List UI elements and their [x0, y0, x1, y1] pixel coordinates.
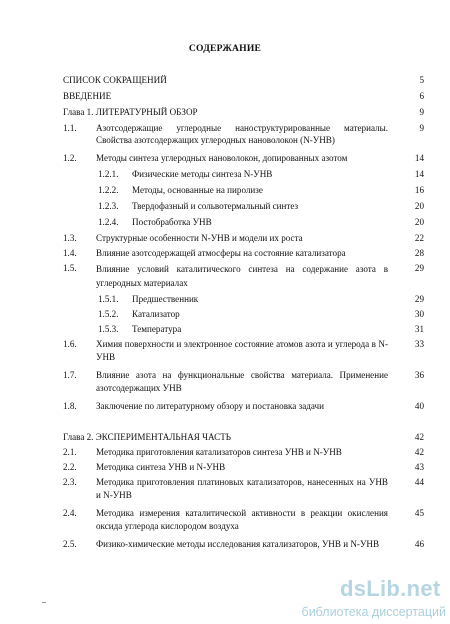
toc-entry-number: 1.7.: [63, 370, 77, 380]
toc-entry-number: 1.3.: [63, 233, 77, 243]
toc-entry-number: 1.5.2.: [98, 309, 119, 319]
toc-entry-page: 20: [414, 217, 424, 227]
toc-entry-number: 1.2.1.: [98, 169, 119, 179]
toc-entry-text: Методика приготовления платиновых катализаторов, нанесенных на УНВ и N-УНВ: [96, 477, 388, 500]
toc-entry-page: 14: [414, 169, 424, 179]
toc-entry-text: Физико-химические методы исследования катализаторов, УНВ и N-УНВ: [96, 539, 380, 549]
toc-title: СОДЕРЖАНИЕ: [188, 43, 262, 54]
toc-entry-page: 9: [419, 107, 424, 117]
toc-entry-page: 43: [414, 462, 424, 472]
toc-entry-text: Постобработка УНВ: [132, 217, 212, 227]
toc-entry-text: Температура: [132, 324, 182, 334]
watermark-logo: dsLib.net: [340, 576, 441, 601]
toc-entry-number: 1.2.3.: [98, 201, 119, 211]
watermark: [300, 574, 450, 624]
toc-entry-text: Азотсодержащие углеродные наноструктурированные материалы. Свойства азотсодержащих углеродных нановолокон (N-УНВ): [96, 123, 388, 145]
toc-entry-text: Глава 1. ЛИТЕРАТУРНЫЙ ОБЗОР: [63, 107, 198, 117]
toc-entry-number: 2.3.: [63, 477, 77, 487]
toc-entry-text: Предшественник: [132, 294, 199, 304]
toc-entry-text: Влияние азота на функциональные свойства материала. Применение азотсодержащих УНВ: [96, 370, 388, 393]
toc-entry-number: 1.8.: [63, 401, 77, 411]
scan-mark: [42, 602, 46, 603]
toc-entry-text: Влияние азотсодержащей атмосферы на состояние катализатора: [96, 248, 346, 258]
toc-entry-page: 30: [414, 309, 424, 319]
toc-entry-page: 22: [414, 233, 424, 243]
toc-entry-page: 46: [414, 539, 424, 549]
toc-entry-text: Методика синтеза УНВ и N-УНВ: [96, 462, 226, 472]
toc-entry-text: Методика измерения каталитической активности в реакции окисления оксида углерода кислородом воздуха: [96, 508, 388, 531]
toc-entry-number: 1.5.1.: [98, 294, 119, 304]
toc-entry-page: 29: [414, 263, 424, 273]
toc-entry-page: 40: [414, 401, 424, 411]
toc-entry-page: 44: [414, 477, 424, 487]
toc-entry-page: 42: [414, 447, 424, 457]
toc-entry-text: Катализатор: [132, 309, 180, 319]
toc-entry-text: ВВЕДЕНИЕ: [63, 91, 112, 101]
toc-entry-page: 28: [414, 248, 424, 258]
watermark-subtitle: библиотека диссертаций: [301, 605, 446, 619]
toc-entry-page: 29: [414, 294, 424, 304]
toc-entry-number: 2.5.: [63, 539, 77, 549]
toc-entry-number: 1.4.: [63, 248, 77, 258]
toc-entry-page: 14: [414, 153, 424, 163]
toc-entry-number: 1.2.2.: [98, 185, 119, 195]
toc-entry-page: 5: [419, 75, 424, 85]
toc-entry-number: 2.1.: [63, 447, 77, 457]
toc-entry-number: 1.2.: [63, 153, 77, 163]
toc-entry-page: 6: [419, 91, 424, 101]
toc-entry-number: 2.2.: [63, 462, 77, 472]
toc-entry-page: 36: [414, 370, 424, 380]
toc-entry-text: Методы, основанные на пиролизе: [132, 185, 263, 195]
toc-entry-number: 1.5.: [63, 263, 77, 273]
toc-entry-page: 31: [414, 324, 424, 334]
toc-entry-text: СПИСОК СОКРАЩЕНИЙ: [63, 75, 167, 85]
toc-entry-page: 33: [414, 339, 424, 349]
toc-entry-number: 1.1.: [63, 123, 77, 133]
toc-entry-text: Методика приготовления катализаторов синтеза УНВ и N-УНВ: [96, 447, 342, 457]
toc-entry-number: 1.2.4.: [98, 217, 119, 227]
toc-entry-text: Влияние условий каталитического синтеза на содержание азота в углеродных материалах: [96, 264, 388, 288]
toc-entry-page: 9: [419, 123, 424, 133]
toc-entry-page: 16: [414, 185, 424, 195]
toc-entry-text: Заключение по литературному обзору и постановка задачи: [96, 401, 324, 411]
toc-entry-text: Твердофазный и сольвотермальный синтез: [132, 201, 299, 211]
toc-entry-number: 2.4.: [63, 508, 77, 518]
toc-entry-text: Структурные особенности N-УНВ и модели их роста: [96, 233, 303, 243]
toc-entry-text: Химия поверхности и электронное состояние атомов азота и углерода в N-УНВ: [96, 339, 388, 362]
toc-entry-page: 45: [414, 508, 424, 518]
toc-entry-text: Методы синтеза углеродных нановолокон, допированных азотом: [96, 153, 348, 163]
toc-entry-text: Физические методы синтеза N-УНВ: [132, 169, 273, 179]
toc-entry-page: 42: [414, 432, 424, 442]
toc-entry-number: 1.6.: [63, 339, 77, 349]
toc-entry-page: 20: [414, 201, 424, 211]
toc-entry-number: 1.5.3.: [98, 324, 119, 334]
toc-entry-text: Глава 2. ЭКСПЕРИМЕНТАЛЬНАЯ ЧАСТЬ: [63, 432, 231, 442]
